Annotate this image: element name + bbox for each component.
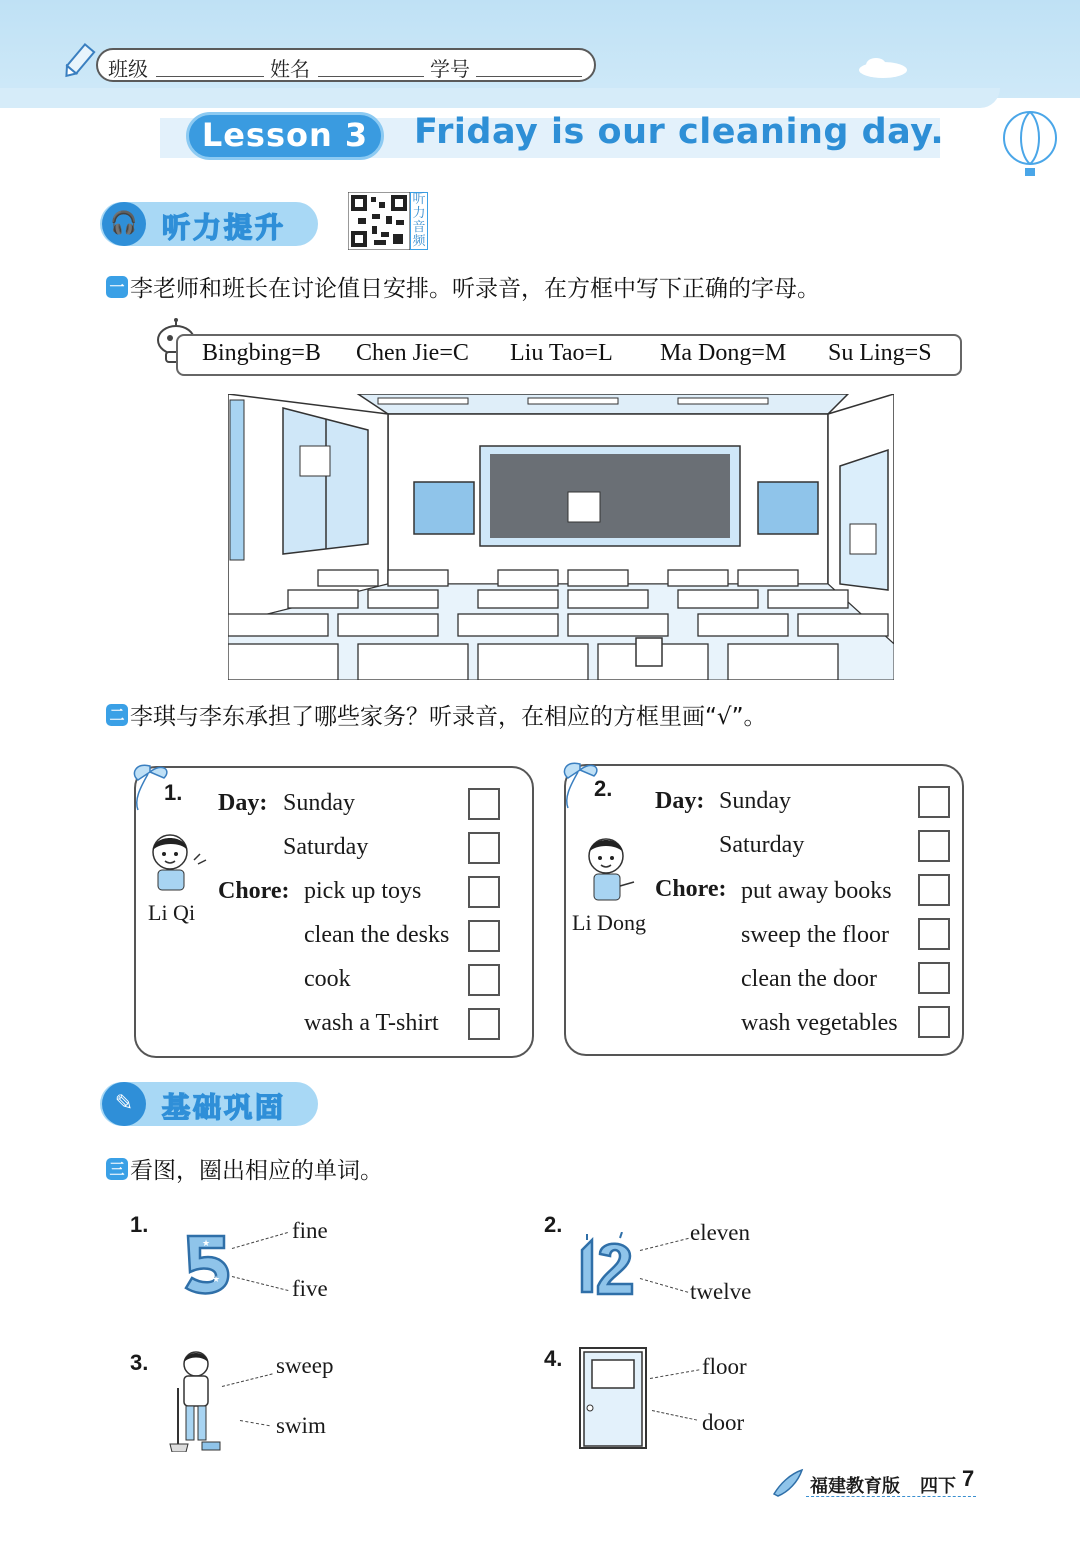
word-option[interactable]: sweep: [276, 1353, 334, 1378]
chore-option: cook: [304, 966, 351, 992]
number-five-picture: [178, 1232, 234, 1300]
rocket-logo-icon: [770, 1466, 806, 1498]
question-3-instruction: 看图，圈出相应的单词。: [130, 1158, 383, 1184]
classroom-illustration: [228, 394, 894, 680]
connector-line: [222, 1373, 273, 1387]
question-1-instruction: 李老师和班长在讨论值日安排。听录音，在方框中写下正确的字母。: [130, 276, 820, 302]
day-option: Sunday: [283, 790, 355, 816]
answer-checkbox[interactable]: [918, 918, 950, 950]
pencil-icon: [58, 42, 98, 82]
question-number: 三: [106, 1158, 128, 1180]
word-option[interactable]: floor: [702, 1354, 747, 1379]
cloud-icon: [856, 54, 910, 80]
person-name: Li Qi: [148, 900, 196, 925]
connector-line: [650, 1369, 699, 1379]
chore-option: sweep the floor: [741, 922, 889, 948]
answer-checkbox[interactable]: [918, 786, 950, 818]
answer-checkbox[interactable]: [918, 874, 950, 906]
answer-checkbox[interactable]: [918, 1006, 950, 1038]
connector-line: [240, 1420, 270, 1426]
section-basics-title: 基础巩固: [162, 1091, 287, 1124]
li-dong-avatar: [574, 832, 646, 908]
day-option: Saturday: [719, 832, 805, 858]
chore-option: wash vegetables: [741, 1010, 898, 1036]
item-number: 1.: [130, 1212, 149, 1237]
connector-line: [232, 1276, 289, 1291]
answer-checkbox[interactable]: [468, 1008, 500, 1040]
boy-sweeping-picture: [164, 1348, 226, 1452]
day-label: Day:: [655, 788, 705, 814]
grade-label: 四下: [920, 1476, 956, 1497]
question-number: 二: [106, 704, 128, 726]
page-number: 7: [962, 1466, 975, 1491]
word-option[interactable]: twelve: [690, 1279, 752, 1304]
name-field[interactable]: [318, 76, 424, 77]
chore-option: pick up toys: [304, 878, 422, 904]
lesson-title: Friday is our cleaning day.: [414, 112, 945, 152]
answer-checkbox[interactable]: [468, 832, 500, 864]
chore-option: clean the door: [741, 966, 877, 992]
question-number: 一: [106, 276, 128, 298]
qr-code-icon[interactable]: [348, 192, 412, 250]
connector-line: [640, 1278, 688, 1293]
chore-option: clean the desks: [304, 922, 450, 948]
number-twelve-candles-picture: [574, 1232, 638, 1298]
day-option: Saturday: [283, 834, 369, 860]
answer-checkbox[interactable]: [468, 964, 500, 996]
card-number: 2.: [594, 776, 613, 801]
word-option[interactable]: door: [702, 1410, 745, 1435]
item-number: 2.: [544, 1212, 563, 1237]
name-key-item: Ma Dong=M: [660, 340, 787, 366]
answer-checkbox[interactable]: [918, 830, 950, 862]
hot-air-balloon-icon: [1000, 110, 1062, 182]
connector-line: [640, 1238, 689, 1251]
name-key-item: Chen Jie=C: [356, 340, 469, 366]
svg-text:★: ★: [202, 1239, 211, 1249]
name-label: 姓名: [270, 57, 310, 81]
word-option[interactable]: fine: [292, 1218, 328, 1243]
item-number: 4.: [544, 1346, 563, 1371]
publisher-name: 福建教育版: [810, 1476, 900, 1497]
number-label: 学号: [430, 57, 470, 81]
footer-underline: [806, 1496, 976, 1497]
connector-line: [232, 1232, 288, 1249]
chore-label: Chore:: [218, 878, 290, 904]
chore-option: wash a T-shirt: [304, 1010, 439, 1036]
answer-checkbox[interactable]: [468, 876, 500, 908]
section-listening-title: 听力提升: [162, 211, 287, 244]
connector-line: [652, 1410, 697, 1421]
notebook-icon: ✎: [102, 1082, 146, 1126]
card-number: 1.: [164, 780, 183, 805]
door-picture: [578, 1346, 648, 1450]
word-option[interactable]: five: [292, 1276, 328, 1301]
name-key-item: Su Ling=S: [828, 340, 932, 366]
chore-option: put away books: [741, 878, 892, 904]
chore-label: Chore:: [655, 876, 727, 902]
class-label: 班级: [108, 57, 148, 81]
word-option[interactable]: swim: [276, 1413, 326, 1438]
answer-checkbox[interactable]: [918, 962, 950, 994]
header-band-edge: [0, 88, 1000, 108]
day-label: Day:: [218, 790, 268, 816]
word-option[interactable]: eleven: [690, 1220, 751, 1245]
person-name: Li Dong: [572, 910, 646, 935]
item-number: 3.: [130, 1350, 149, 1375]
day-option: Sunday: [719, 788, 791, 814]
qr-audio-label: 听力音频: [410, 192, 428, 250]
number-field[interactable]: [476, 76, 582, 77]
class-field[interactable]: [156, 76, 264, 77]
li-qi-avatar: [138, 826, 210, 892]
svg-text:★: ★: [212, 1275, 221, 1285]
name-key-item: Bingbing=B: [202, 340, 321, 366]
lesson-badge: Lesson 3: [186, 112, 384, 160]
question-2-instruction: 李琪与李东承担了哪些家务？听录音，在相应的方框里画“√”。: [130, 704, 767, 730]
answer-checkbox[interactable]: [468, 920, 500, 952]
headphones-icon: 🎧: [102, 202, 146, 246]
answer-checkbox[interactable]: [468, 788, 500, 820]
name-key-item: Liu Tao=L: [510, 340, 613, 366]
